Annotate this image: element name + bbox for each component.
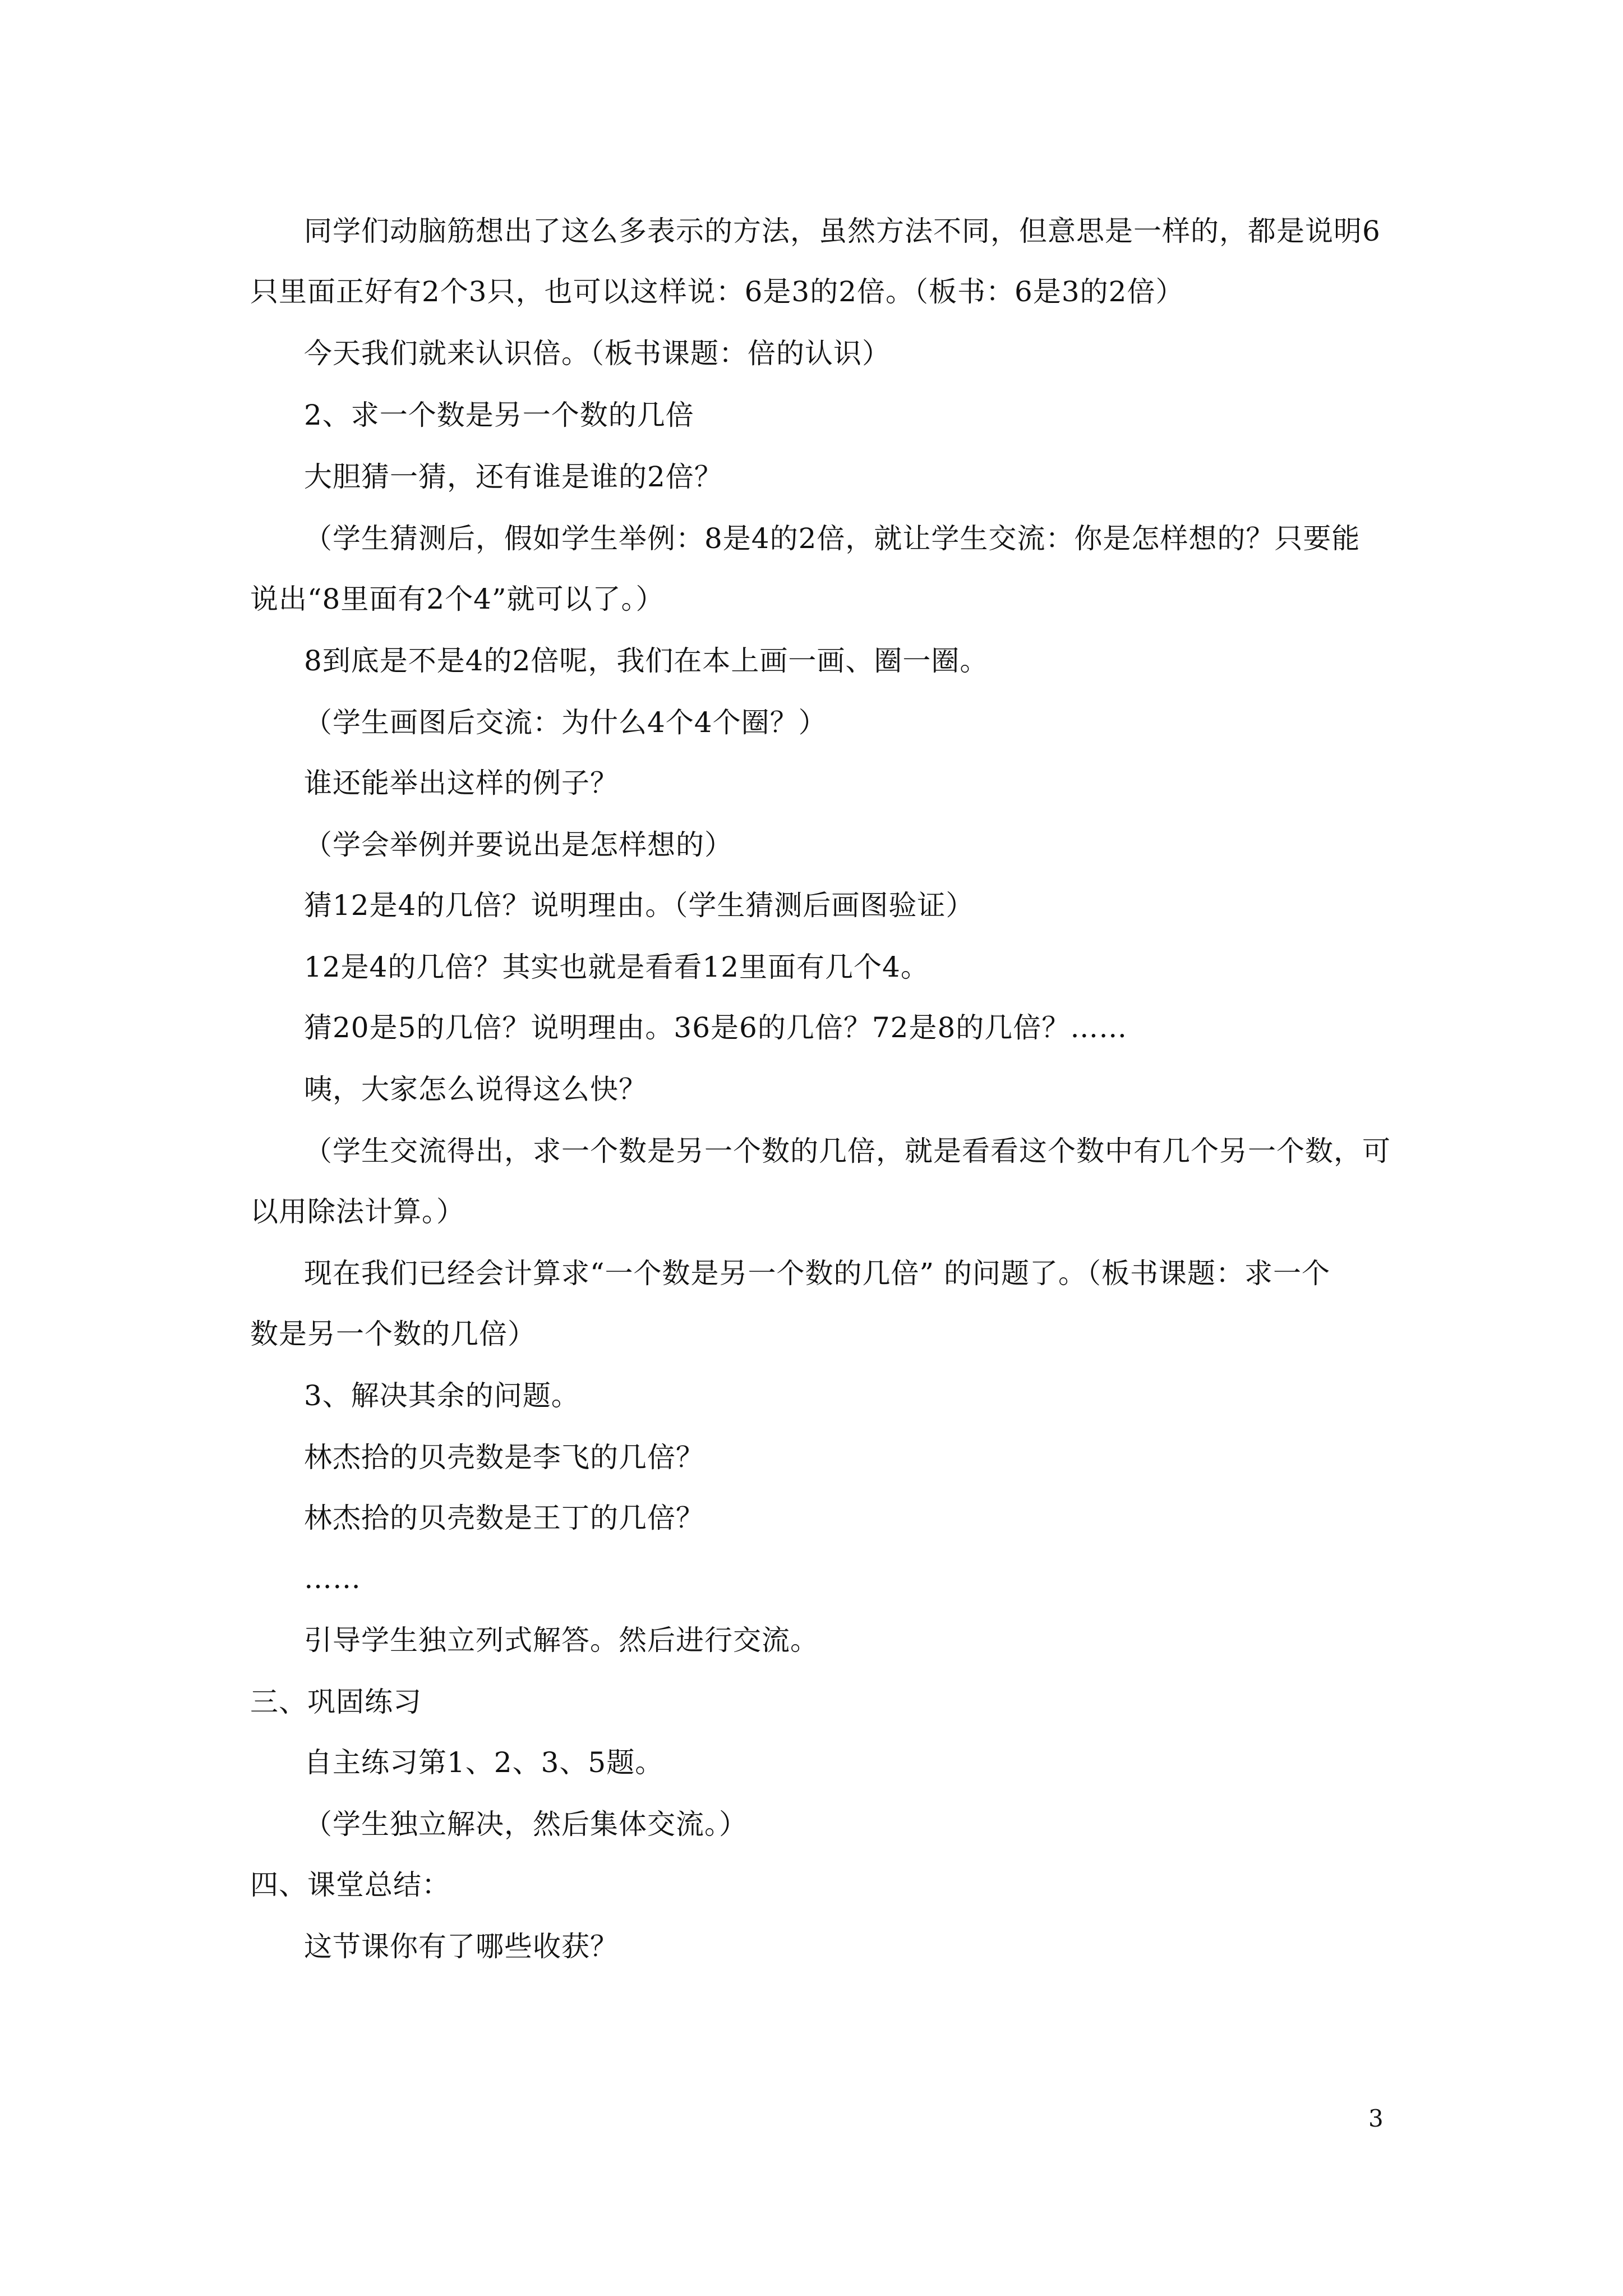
paragraph-line: 自主练习第1、2、3、5题。 [304, 1746, 664, 1779]
paragraph-line: 以用除法计算。） [250, 1195, 465, 1228]
section-heading: 2、求一个数是另一个数的几倍 [304, 399, 694, 431]
paragraph-line: （学生画图后交流：为什么4个4个圈？） [304, 706, 827, 739]
paragraph-line: 8到底是不是4的2倍呢，我们在本上画一画、圈一圈。 [304, 645, 989, 677]
paragraph-line: 12是4的几倍？其实也就是看看12里面有几个4。 [304, 951, 929, 983]
paragraph-line: 数是另一个数的几倍） [250, 1318, 536, 1350]
section-heading: 三、巩固练习 [250, 1686, 422, 1718]
paragraph-line: （学会举例并要说出是怎样想的） [304, 829, 733, 861]
paragraph-line: 林杰拾的贝壳数是李飞的几倍？ [304, 1441, 704, 1474]
paragraph-line: 只里面正好有2个3只，也可以这样说：6是3的2倍。（板书：6是3的2倍） [250, 275, 1184, 308]
section-heading: 四、课堂总结： [250, 1869, 450, 1901]
paragraph-line: 说出“8里面有2个4”就可以了。） [250, 583, 665, 615]
ellipsis-line: …… [304, 1562, 361, 1595]
paragraph-line: 现在我们已经会计算求“一个数是另一个数的几倍” 的问题了。（板书课题：求一个 [304, 1257, 1331, 1290]
paragraph-line: （学生猜测后，假如学生举例：8是4的2倍，就让学生交流：你是怎样想的？只要能 [304, 522, 1361, 555]
paragraph-line: 引导学生独立列式解答。然后进行交流。 [304, 1624, 819, 1657]
paragraph-line: 猜20是5的几倍？说明理由。36是6的几倍？72是8的几倍？…… [304, 1011, 1128, 1044]
paragraph-line: 猜12是4的几倍？说明理由。（学生猜测后画图验证） [304, 889, 975, 922]
paragraph-line: 同学们动脑筋想出了这么多表示的方法，虽然方法不同，但意思是一样的，都是说明6 [304, 215, 1381, 247]
paragraph-line: 这节课你有了哪些收获？ [304, 1930, 619, 1963]
paragraph-line: （学生交流得出，求一个数是另一个数的几倍，就是看看这个数中有几个另一个数，可 [304, 1135, 1391, 1167]
section-heading: 3、解决其余的问题。 [304, 1379, 580, 1412]
paragraph-line: 林杰拾的贝壳数是王丁的几倍？ [304, 1502, 704, 1534]
paragraph-line: 谁还能举出这样的例子？ [304, 767, 619, 799]
paragraph-line: 大胆猜一猜，还有谁是谁的2倍？ [304, 461, 723, 493]
paragraph-line: （学生独立解决，然后集体交流。） [304, 1808, 748, 1841]
paragraph-line: 咦，大家怎么说得这么快？ [304, 1073, 647, 1106]
page-number: 3 [1368, 2105, 1384, 2132]
paragraph-line: 今天我们就来认识倍。（板书课题：倍的认识） [304, 337, 891, 370]
